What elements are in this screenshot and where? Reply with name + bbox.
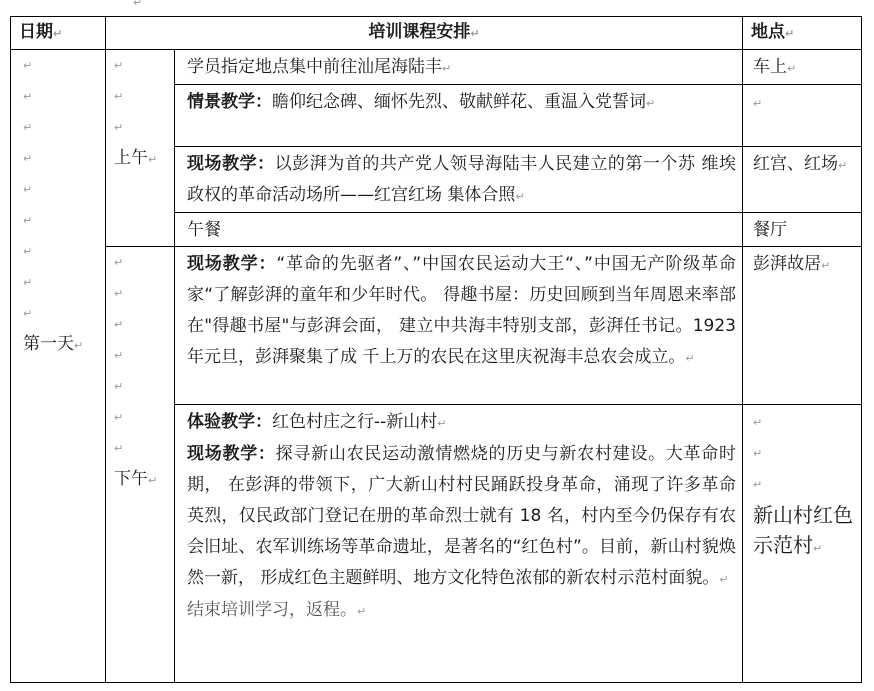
afternoon-item-1: 现场教学：“革命的先驱者”、”中国农民运动大王“、”中国无产阶级革命家“了解彭湃的童年和少年时代。 得趣书屋：历史回顾到当年周恩来率部在"得趣书屋"与彭湃会面， 建立中共海丰特别支部，彭湃任书记。1923 年元旦，彭湃聚集了成 千上万的农民在这里庆祝海丰总农会成立。↵	[175, 247, 743, 405]
closing-note: 结束培训学习，返程。↵	[187, 600, 367, 620]
table-row	[11, 247, 862, 405]
date-cell: ↵ ↵ ↵ ↵ ↵ ↵ ↵ ↵ ↵ 第一天↵	[11, 50, 106, 683]
morning-label: 上午	[114, 148, 148, 168]
morning-item-3: 现场教学：以彭湃为首的共产党人领导海陆丰人民建立的第一个苏 维埃政权的革命活动场所——红宫红场 集体合照↵	[175, 147, 743, 213]
afternoon-item-2: 体验教学：红色村庄之行--新山村↵ 现场教学：探寻新山农民运动激情燃烧的历史与新农村建设。大革命时期， 在彭湃的带领下，广大新山村村民踊跃投身革命，涌现了许多革命英烈，仅民政部门登记在册的革命烈士就有 18 名，村内至今仍保存有农会旧址、农军训练场等革命遗址，是著名的“红色村”。目前，新山村貌焕然一新， 形成红色主题鲜明、地方文化特色浓郁的新农村示范村面貌。↵ 结束培训学习，返程。↵	[175, 405, 743, 683]
header-date: 日期↵	[11, 17, 106, 50]
header-location: 地点↵	[743, 17, 862, 50]
table-row	[11, 50, 862, 85]
header-row	[11, 17, 862, 50]
morning-cell: ↵ ↵ ↵ 上午↵	[106, 50, 175, 247]
day-label: 第一天	[23, 334, 74, 354]
location-cell: 红宫、红场↵	[743, 147, 862, 213]
location-cell: 餐厅	[743, 213, 862, 247]
paragraph-mark: ↵	[133, 0, 143, 9]
morning-item-2: 情景教学：瞻仰纪念碑、缅怀先烈、敬献鲜花、重温入党誓词↵	[175, 85, 743, 147]
location-cell: 车上↵	[743, 50, 862, 85]
location-cell: ↵	[743, 85, 862, 147]
morning-item-1: 学员指定地点集中前往汕尾海陆丰↵	[175, 50, 743, 85]
location-cell: ↵ ↵ ↵ 新山村红色示范村↵	[743, 405, 862, 683]
training-schedule-table	[10, 16, 862, 683]
header-schedule: 培训课程安排↵	[106, 17, 743, 50]
location-cell: 彭湃故居↵	[743, 247, 862, 405]
afternoon-label: 下午	[114, 469, 148, 489]
morning-item-4: 午餐	[175, 213, 743, 247]
afternoon-cell: ↵ ↵ ↵ ↵ ↵ ↵ ↵ 下午↵	[106, 247, 175, 683]
